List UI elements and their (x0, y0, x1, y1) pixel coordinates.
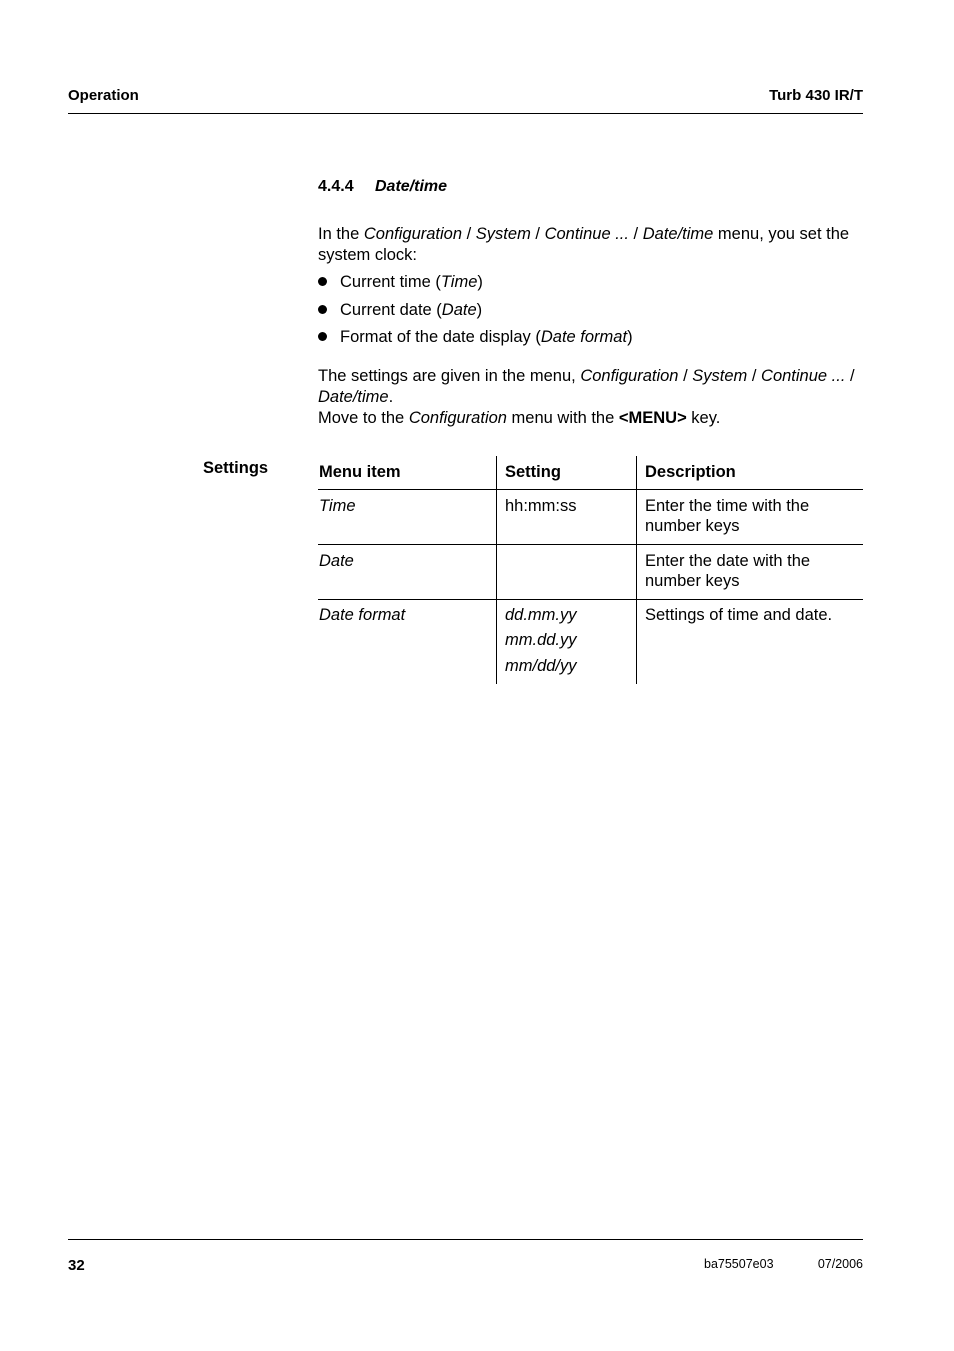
table-divider (496, 456, 497, 684)
table-row-rule (318, 599, 863, 600)
cell-setting: mm.dd.yy (505, 631, 577, 649)
cell-setting: hh:mm:ss (505, 497, 577, 515)
header-product-name: Turb 430 IR/T (769, 87, 863, 104)
cell-setting: dd.mm.yy (505, 606, 577, 624)
table-row-rule (318, 544, 863, 545)
intro-paragraph: In the Configuration / System / Continue ... / Date/time menu, you set the system clock: (318, 225, 850, 264)
footer-rule (68, 1239, 863, 1240)
settings-margin-label: Settings (203, 459, 269, 477)
table-header-rule (318, 489, 863, 490)
settings-paragraph: The settings are given in the menu, Configuration / System / Continue ... / Date/time. (318, 367, 855, 406)
document-id: ba75507e03 (704, 1257, 774, 1271)
table-header-description: Description (645, 463, 736, 481)
cell-description: Enter the time with the number keys (645, 497, 810, 535)
list-item: Format of the date display (Date format) (318, 328, 633, 347)
cell-menu-item: Time (319, 497, 356, 515)
list-item: Current date (Date) (318, 301, 482, 320)
document-date: 07/2006 (817, 1257, 863, 1271)
bullet-icon (318, 305, 327, 314)
cell-menu-item: Date format (319, 606, 406, 624)
page-number: 32 (68, 1257, 85, 1274)
cell-setting: mm/dd/yy (505, 657, 577, 675)
table-header-menu-item: Menu item (319, 463, 401, 481)
cell-menu-item: Date (319, 552, 354, 570)
table-header-setting: Setting (505, 463, 561, 481)
bullet-icon (318, 277, 327, 286)
bullet-icon (318, 332, 327, 341)
section-number: 4.4.4 (318, 178, 354, 195)
table-divider (636, 456, 637, 684)
header-rule (68, 113, 863, 114)
move-paragraph: Move to the Configuration menu with the <MENU> key. (318, 409, 721, 427)
list-item: Current time (Time) (318, 273, 483, 292)
cell-description: Enter the date with the number keys (645, 552, 811, 590)
header-section-title: Operation (68, 87, 139, 104)
cell-description: Settings of time and date. (645, 606, 833, 624)
section-title: Date/time (375, 178, 448, 195)
